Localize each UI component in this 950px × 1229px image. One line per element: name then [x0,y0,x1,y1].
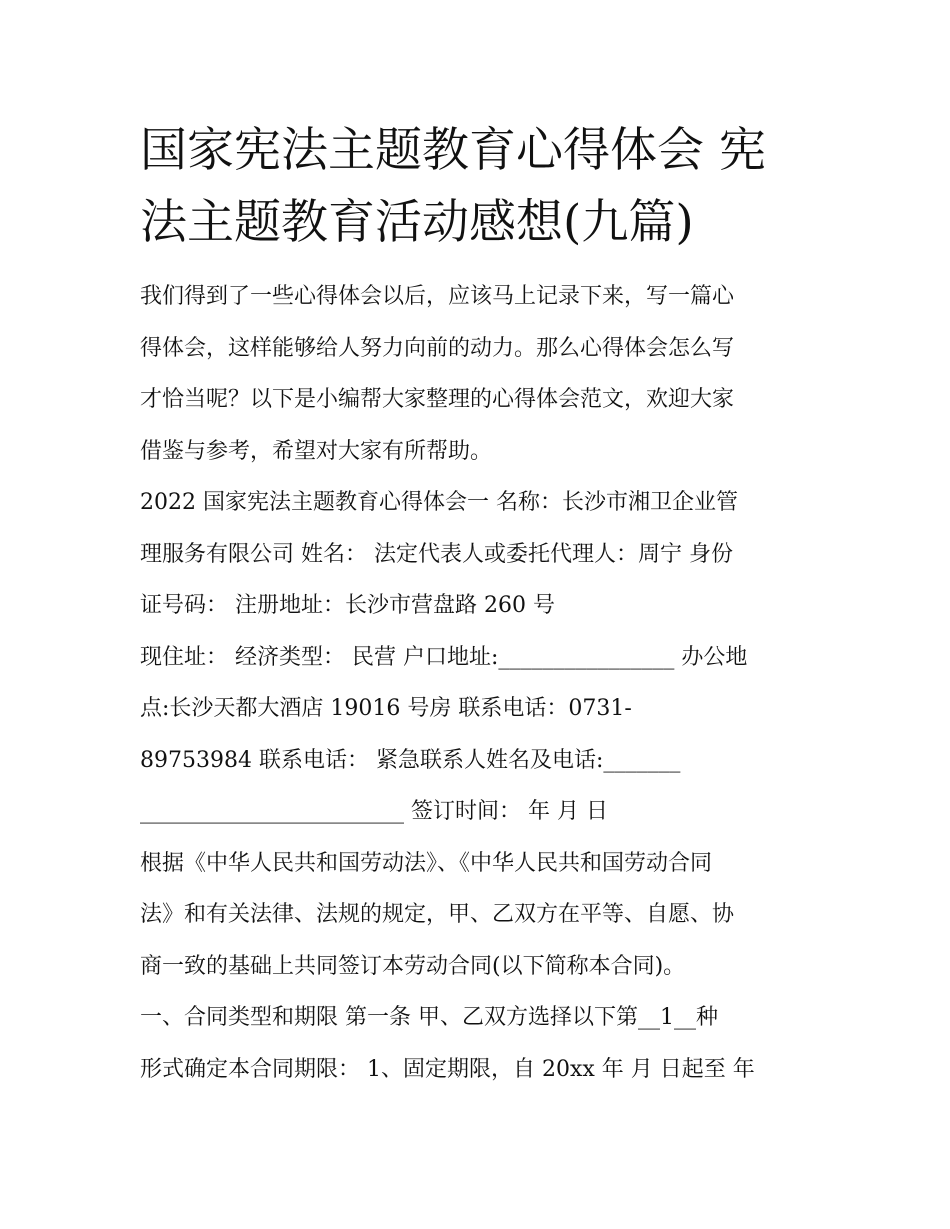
intro-paragraph [140,271,815,477]
text-line: ________________________ 签订时间： 年 月 日 [140,799,608,824]
text-line: 一、合同类型和期限 第一条 甲、乙双方选择以下第__1__种 [140,1005,718,1030]
text-line: 形式确定本合同期限： 1、固定期限，自 20xx 年 月 日起至 年 [140,1056,755,1082]
text-line: 借鉴与参考，希望对大家有所帮助。 [140,438,493,464]
document-page [140,115,815,1095]
text-line: 根据《中华人民共和国劳动法》、《中华人民共和国劳动合同 [140,850,713,876]
contract-term-paragraph [140,992,815,1095]
title-line: 国家宪法主题教育心得体会 宪 [140,123,766,178]
text-line: 我们得到了一些心得体会以后，应该马上记录下来，写一篇心 [140,284,735,309]
text-line: 商一致的基础上共同签订本劳动合同(以下简称本合同)。 [140,953,686,979]
address-paragraph [140,632,815,838]
text-line: 2022 国家宪法主题教育心得体会一 名称：长沙市湘卫企业管 [140,490,738,515]
legal-basis-paragraph [140,838,815,993]
text-line: 理服务有限公司 姓名： 法定代表人或委托代理人：周宁 身份 [140,541,733,567]
text-line: 证号码： 注册地址：长沙市营盘路 260 号 [140,593,555,618]
title-line: 法主题教育活动感想(九篇) [140,195,694,250]
text-line: 点:长沙天都大酒店 19016 号房 联系电话：0731- [140,696,632,721]
text-line: 法》和有关法律、法规的规定，甲、乙双方在平等、自愿、协 [140,902,735,927]
text-line: 得体会，这样能够给人努力向前的动力。那么心得体会怎么写 [140,335,735,361]
text-line: 现住址： 经济类型： 民营 户口地址:________________ 办公地 [140,644,748,670]
document-title [140,115,815,259]
contract-party-paragraph [140,477,815,632]
text-line: 89753984 联系电话： 紧急联系人姓名及电话:_______ [140,747,681,773]
text-line: 才恰当呢？以下是小编帮大家整理的心得体会范文，欢迎大家 [140,387,735,412]
